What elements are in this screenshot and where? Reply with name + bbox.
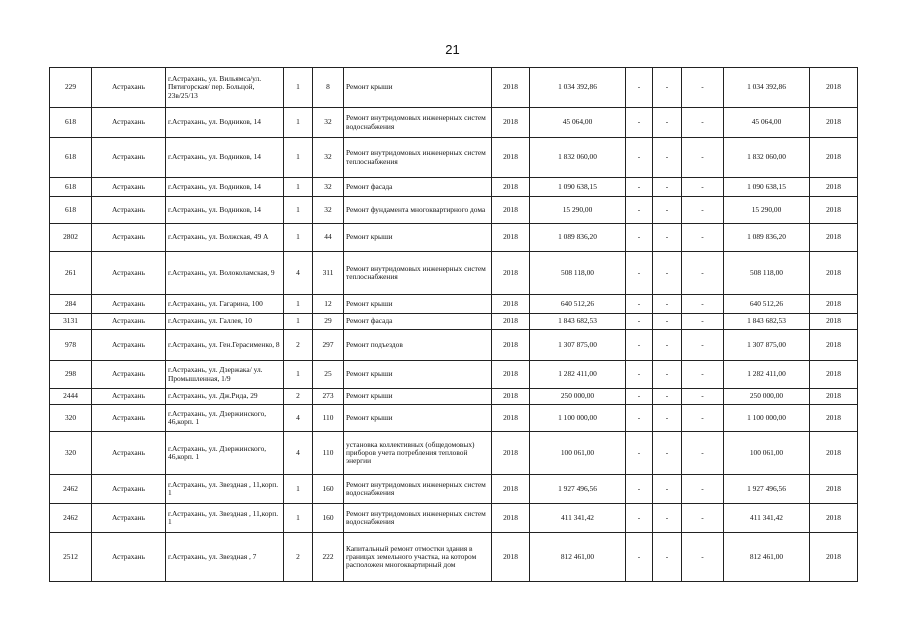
total-cost-cell: 812 461,00 [530,533,626,582]
year-cell: 2018 [492,138,530,178]
completion-year-cell: 2018 [810,533,858,582]
apartments-cell: 110 [313,405,344,432]
total-cost-cell: 45 064,00 [530,108,626,138]
apartments-cell: 110 [313,432,344,475]
fund-cell-3: - [682,138,724,178]
apartments-cell: 32 [313,197,344,224]
fund-cell-3: - [682,178,724,197]
city-cell: Астрахань [92,330,166,361]
sum-cell: 1 034 392,86 [724,68,810,108]
year-cell: 2018 [492,108,530,138]
fund-cell-3: - [682,389,724,405]
floors-cell: 1 [284,224,313,252]
work-type-cell: Ремонт крыши [344,68,492,108]
completion-year-cell: 2018 [810,252,858,295]
row-id-cell: 3131 [50,314,92,330]
work-type-cell: Ремонт внутридомовых инженерных систем теплоснабжения [344,138,492,178]
row-id-cell: 261 [50,252,92,295]
table-row [50,252,858,295]
city-cell: Астрахань [92,197,166,224]
fund-cell-3: - [682,361,724,389]
sum-cell: 100 061,00 [724,432,810,475]
fund-cell-1: - [626,533,653,582]
apartments-cell: 160 [313,475,344,504]
total-cost-cell: 1 927 496,56 [530,475,626,504]
fund-cell-3: - [682,197,724,224]
address-cell: г.Астрахань, ул. Водников, 14 [166,108,284,138]
total-cost-cell: 1 307 875,00 [530,330,626,361]
work-type-cell: Ремонт крыши [344,361,492,389]
table-row [50,504,858,533]
fund-cell-1: - [626,108,653,138]
completion-year-cell: 2018 [810,504,858,533]
work-type-cell: Ремонт фасада [344,314,492,330]
table-row [50,361,858,389]
address-cell: г.Астрахань, ул. Водников, 14 [166,138,284,178]
table-row [50,405,858,432]
sum-cell: 1 843 682,53 [724,314,810,330]
total-cost-cell: 1 034 392,86 [530,68,626,108]
city-cell: Астрахань [92,504,166,533]
row-id-cell: 284 [50,295,92,314]
apartments-cell: 297 [313,330,344,361]
row-id-cell: 229 [50,68,92,108]
apartments-cell: 32 [313,178,344,197]
fund-cell-1: - [626,389,653,405]
fund-cell-1: - [626,224,653,252]
floors-cell: 2 [284,389,313,405]
fund-cell-3: - [682,504,724,533]
sum-cell: 250 000,00 [724,389,810,405]
floors-cell: 1 [284,504,313,533]
city-cell: Астрахань [92,224,166,252]
fund-cell-2: - [653,330,682,361]
total-cost-cell: 250 000,00 [530,389,626,405]
completion-year-cell: 2018 [810,330,858,361]
sum-cell: 1 832 060,00 [724,138,810,178]
year-cell: 2018 [492,252,530,295]
fund-cell-3: - [682,314,724,330]
fund-cell-1: - [626,361,653,389]
address-cell: г.Астрахань, ул. Звездная , 11,корп. 1 [166,504,284,533]
table-row [50,432,858,475]
work-type-cell: Ремонт фундамента многоквартирного дома [344,197,492,224]
row-id-cell: 618 [50,138,92,178]
row-id-cell: 618 [50,108,92,138]
fund-cell-1: - [626,68,653,108]
fund-cell-2: - [653,108,682,138]
year-cell: 2018 [492,475,530,504]
row-id-cell: 618 [50,178,92,197]
year-cell: 2018 [492,314,530,330]
completion-year-cell: 2018 [810,361,858,389]
completion-year-cell: 2018 [810,475,858,504]
floors-cell: 2 [284,533,313,582]
year-cell: 2018 [492,432,530,475]
work-type-cell: Ремонт фасада [344,178,492,197]
table-row [50,533,858,582]
fund-cell-2: - [653,361,682,389]
completion-year-cell: 2018 [810,108,858,138]
row-id-cell: 2462 [50,504,92,533]
completion-year-cell: 2018 [810,224,858,252]
floors-cell: 1 [284,314,313,330]
work-type-cell: Ремонт внутридомовых инженерных систем водоснабжения [344,475,492,504]
address-cell: г.Астрахань, ул. Вильямса/ул. Пятигорская/ пер. Больцой, 23в/25/13 [166,68,284,108]
fund-cell-3: - [682,252,724,295]
sum-cell: 812 461,00 [724,533,810,582]
apartments-cell: 311 [313,252,344,295]
fund-cell-2: - [653,224,682,252]
row-id-cell: 298 [50,361,92,389]
table-row [50,330,858,361]
fund-cell-1: - [626,178,653,197]
work-type-cell: Ремонт крыши [344,295,492,314]
completion-year-cell: 2018 [810,405,858,432]
address-cell: г.Астрахань, ул. Ген.Герасименко, 8 [166,330,284,361]
year-cell: 2018 [492,504,530,533]
completion-year-cell: 2018 [810,178,858,197]
table-row [50,475,858,504]
total-cost-cell: 1 282 411,00 [530,361,626,389]
fund-cell-2: - [653,138,682,178]
city-cell: Астрахань [92,533,166,582]
fund-cell-2: - [653,389,682,405]
total-cost-cell: 100 061,00 [530,432,626,475]
work-type-cell: Капитальный ремонт отмостки здания в границах земельного участка, на котором расположен многоквартирный дом [344,533,492,582]
sum-cell: 1 089 836,20 [724,224,810,252]
sum-cell: 1 282 411,00 [724,361,810,389]
apartments-cell: 25 [313,361,344,389]
total-cost-cell: 1 843 682,53 [530,314,626,330]
year-cell: 2018 [492,405,530,432]
fund-cell-3: - [682,108,724,138]
city-cell: Астрахань [92,178,166,197]
fund-cell-2: - [653,432,682,475]
city-cell: Астрахань [92,361,166,389]
year-cell: 2018 [492,178,530,197]
sum-cell: 15 290,00 [724,197,810,224]
address-cell: г.Астрахань, ул. Волжская, 49 А [166,224,284,252]
row-id-cell: 320 [50,432,92,475]
fund-cell-3: - [682,330,724,361]
address-cell: г.Астрахань, ул. Дзержинского, 46,корп. 1 [166,432,284,475]
row-id-cell: 618 [50,197,92,224]
page-number: 21 [445,42,460,57]
floors-cell: 4 [284,405,313,432]
apartments-cell: 273 [313,389,344,405]
sum-cell: 508 118,00 [724,252,810,295]
address-cell: г.Астрахань, ул. Водников, 14 [166,178,284,197]
work-type-cell: Ремонт крыши [344,389,492,405]
row-id-cell: 2802 [50,224,92,252]
address-cell: г.Астрахань, ул. Галлея, 10 [166,314,284,330]
repair-register-table [49,67,858,582]
fund-cell-2: - [653,475,682,504]
total-cost-cell: 1 100 000,00 [530,405,626,432]
completion-year-cell: 2018 [810,432,858,475]
table-row [50,314,858,330]
table-row [50,108,858,138]
sum-cell: 1 100 000,00 [724,405,810,432]
city-cell: Астрахань [92,138,166,178]
address-cell: г.Астрахань, ул. Дж.Рида, 29 [166,389,284,405]
sum-cell: 1 307 875,00 [724,330,810,361]
floors-cell: 4 [284,432,313,475]
address-cell: г.Астрахань, ул. Звездная , 7 [166,533,284,582]
apartments-cell: 8 [313,68,344,108]
floors-cell: 1 [284,68,313,108]
city-cell: Астрахань [92,252,166,295]
city-cell: Астрахань [92,405,166,432]
row-id-cell: 2444 [50,389,92,405]
table-row [50,68,858,108]
city-cell: Астрахань [92,68,166,108]
city-cell: Астрахань [92,108,166,138]
address-cell: г.Астрахань, ул. Дзержака/ ул. Промышленная, 1/9 [166,361,284,389]
completion-year-cell: 2018 [810,389,858,405]
total-cost-cell: 1 090 638,15 [530,178,626,197]
fund-cell-1: - [626,405,653,432]
work-type-cell: Ремонт подъездов [344,330,492,361]
floors-cell: 1 [284,295,313,314]
fund-cell-2: - [653,504,682,533]
fund-cell-1: - [626,330,653,361]
fund-cell-1: - [626,295,653,314]
apartments-cell: 160 [313,504,344,533]
fund-cell-3: - [682,68,724,108]
fund-cell-2: - [653,314,682,330]
fund-cell-3: - [682,405,724,432]
work-type-cell: Ремонт крыши [344,405,492,432]
apartments-cell: 29 [313,314,344,330]
work-type-cell: установка коллективных (общедомовых) приборов учета потребления тепловой энергии [344,432,492,475]
total-cost-cell: 1 089 836,20 [530,224,626,252]
apartments-cell: 32 [313,108,344,138]
fund-cell-3: - [682,432,724,475]
completion-year-cell: 2018 [810,138,858,178]
total-cost-cell: 15 290,00 [530,197,626,224]
floors-cell: 1 [284,475,313,504]
table-row [50,138,858,178]
row-id-cell: 320 [50,405,92,432]
city-cell: Астрахань [92,475,166,504]
fund-cell-2: - [653,178,682,197]
completion-year-cell: 2018 [810,197,858,224]
sum-cell: 45 064,00 [724,108,810,138]
sum-cell: 640 512,26 [724,295,810,314]
year-cell: 2018 [492,197,530,224]
city-cell: Астрахань [92,295,166,314]
sum-cell: 1 090 638,15 [724,178,810,197]
table-row [50,389,858,405]
fund-cell-3: - [682,533,724,582]
work-type-cell: Ремонт внутридомовых инженерных систем водоснабжения [344,108,492,138]
floors-cell: 1 [284,178,313,197]
fund-cell-1: - [626,197,653,224]
completion-year-cell: 2018 [810,68,858,108]
year-cell: 2018 [492,533,530,582]
apartments-cell: 32 [313,138,344,178]
fund-cell-2: - [653,68,682,108]
sum-cell: 411 341,42 [724,504,810,533]
row-id-cell: 2512 [50,533,92,582]
fund-cell-2: - [653,197,682,224]
fund-cell-3: - [682,475,724,504]
total-cost-cell: 411 341,42 [530,504,626,533]
table-row [50,197,858,224]
fund-cell-1: - [626,504,653,533]
sum-cell: 1 927 496,56 [724,475,810,504]
fund-cell-3: - [682,295,724,314]
row-id-cell: 2462 [50,475,92,504]
table-row [50,295,858,314]
fund-cell-2: - [653,405,682,432]
fund-cell-1: - [626,475,653,504]
address-cell: г.Астрахань, ул. Волоколамская, 9 [166,252,284,295]
floors-cell: 1 [284,361,313,389]
total-cost-cell: 508 118,00 [530,252,626,295]
address-cell: г.Астрахань, ул. Звездная , 11,корп. 1 [166,475,284,504]
year-cell: 2018 [492,389,530,405]
year-cell: 2018 [492,361,530,389]
table-row [50,178,858,197]
city-cell: Астрахань [92,432,166,475]
table-row [50,224,858,252]
work-type-cell: Ремонт внутридомовых инженерных систем теплоснабжения [344,252,492,295]
fund-cell-1: - [626,314,653,330]
floors-cell: 1 [284,138,313,178]
floors-cell: 2 [284,330,313,361]
year-cell: 2018 [492,295,530,314]
fund-cell-2: - [653,533,682,582]
work-type-cell: Ремонт внутридомовых инженерных систем водоснабжения [344,504,492,533]
fund-cell-1: - [626,252,653,295]
address-cell: г.Астрахань, ул. Гагарина, 100 [166,295,284,314]
total-cost-cell: 640 512,26 [530,295,626,314]
fund-cell-1: - [626,138,653,178]
completion-year-cell: 2018 [810,314,858,330]
work-type-cell: Ремонт крыши [344,224,492,252]
city-cell: Астрахань [92,389,166,405]
apartments-cell: 222 [313,533,344,582]
fund-cell-2: - [653,295,682,314]
address-cell: г.Астрахань, ул. Дзержинского, 46,корп. 1 [166,405,284,432]
apartments-cell: 12 [313,295,344,314]
completion-year-cell: 2018 [810,295,858,314]
fund-cell-3: - [682,224,724,252]
year-cell: 2018 [492,330,530,361]
floors-cell: 1 [284,108,313,138]
year-cell: 2018 [492,224,530,252]
fund-cell-1: - [626,432,653,475]
address-cell: г.Астрахань, ул. Водников, 14 [166,197,284,224]
row-id-cell: 978 [50,330,92,361]
year-cell: 2018 [492,68,530,108]
city-cell: Астрахань [92,314,166,330]
floors-cell: 4 [284,252,313,295]
floors-cell: 1 [284,197,313,224]
fund-cell-2: - [653,252,682,295]
total-cost-cell: 1 832 060,00 [530,138,626,178]
apartments-cell: 44 [313,224,344,252]
